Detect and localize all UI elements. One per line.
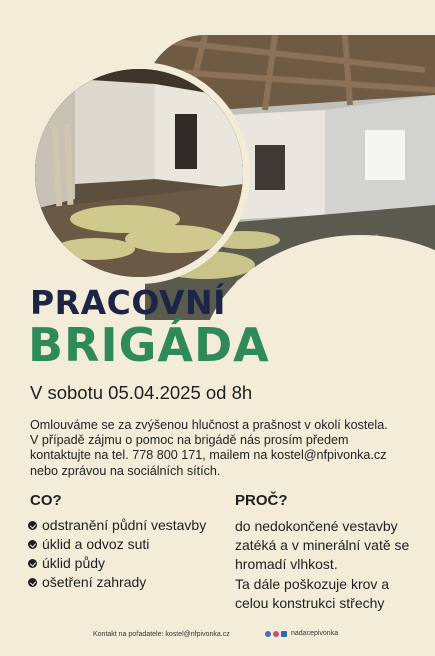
linkedin-icon[interactable] xyxy=(281,631,287,637)
info-paragraph xyxy=(30,418,420,479)
footer-social xyxy=(265,630,338,637)
title-line-2: BRIGÁDA xyxy=(28,318,270,372)
proc-line: do nedokončené vestavby xyxy=(235,518,398,534)
title-line-1: PRACOVNÍ xyxy=(30,283,226,322)
check-icon xyxy=(28,578,37,587)
proc-text xyxy=(235,517,435,613)
paragraph-line: nebo zprávou na sociálních sítích. xyxy=(30,463,221,478)
proc-line: hromadí vlhkost. xyxy=(235,556,338,573)
list-item-label: úklid a odvoz suti xyxy=(42,536,150,552)
instagram-icon[interactable] xyxy=(273,631,279,637)
paragraph-line: V případě zájmu o pomoc na brigádě nás prosím předem xyxy=(30,433,349,448)
check-icon xyxy=(28,559,37,568)
proc-heading: PROČ? xyxy=(235,492,288,509)
co-heading: CO? xyxy=(30,492,62,509)
paragraph-line: Omlouváme se za zvýšenou hlučnost a prašnost v okolí kostela. xyxy=(30,418,388,432)
list-item-label: ošetření zahrady xyxy=(42,574,147,590)
list-item-label: odstranění půdní vestavby xyxy=(42,517,207,533)
list-item xyxy=(28,554,206,573)
check-icon xyxy=(28,540,37,549)
facebook-icon[interactable] xyxy=(265,631,271,637)
attic-photo-circle xyxy=(28,62,250,284)
proc-line: celou konstrukci střechy xyxy=(235,594,385,611)
list-item xyxy=(28,573,206,592)
event-date: V sobotu 05.04.2025 od 8h xyxy=(30,382,253,403)
footer-contact: Kontakt na pořadatele: kostel@nfpivonka.cz xyxy=(93,631,230,638)
list-item-label: úklid půdy xyxy=(42,555,106,571)
proc-line: zatéká a v minerální vatě se xyxy=(235,537,410,554)
co-list xyxy=(28,516,206,592)
list-item xyxy=(28,535,206,554)
social-handle: nadacepivonka xyxy=(291,630,339,637)
proc-line: Ta dále poškozuje krov a xyxy=(235,575,390,592)
paragraph-line: kontaktujte na tel. 778 800 171, mailem na kostel@nfpivonka.cz xyxy=(30,448,387,463)
check-icon xyxy=(28,521,37,530)
list-item xyxy=(28,516,206,535)
